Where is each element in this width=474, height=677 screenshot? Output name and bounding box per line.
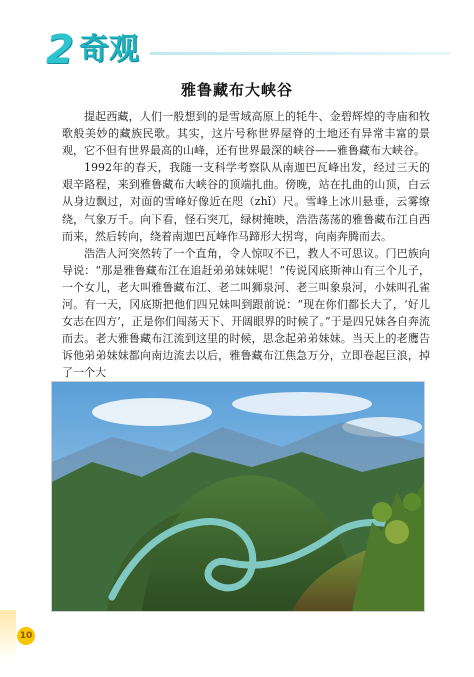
page-number-badge xyxy=(17,627,35,645)
unit-number: 2 xyxy=(46,27,73,73)
corner-decoration xyxy=(0,610,16,660)
header-rule xyxy=(150,52,450,55)
paragraph-2: 1992年的春天，我随一支科学考察队从南迦巴瓦峰出发，经过三天的艰辛路程，来到雅鲁藏布大峡谷的顶端扎曲。傍晚，站在扎曲的山顶，白云从身边飘过，对面的雪峰好像近在咫（zhǐ）尺。雪峰上冰川悬垂，云雾缭绕，气象万千。向下看，怪石突兀，绿树掩映，浩浩荡荡的雅鲁藏布江自西而来，然后转向，绕着南迦巴瓦峰作马蹄形大拐弯，向南奔腾而去。 xyxy=(62,161,430,243)
paragraph-3: 浩浩人河突然转了一个直角，令人惊叹不已，教人不可思议。门巴族向导说：“那是雅鲁藏布江在追赶弟弟妹妹呢！”传说冈底斯神山有三个儿子，一个女儿，老大叫雅鲁藏布江、老二叫狮泉河、老三叫象泉河，小妹叫孔雀河。有一天，冈底斯把他们四兄妹叫到跟前说：“现在你们都长大了，‘好儿女志在四方’，正是你们闯荡天下、开阔眼界的时候了。”于是四兄妹各自奔流而去。老大雅鲁藏布江流到这里的时候，思念起弟弟妹妹。当天上的老鹰告诉他弟弟妹妹都向南边流去以后，雅鲁藏布江焦急万分，立即卷起巨浪，掉了一个大 xyxy=(62,246,430,380)
paragraph-1: 提起西藏，人们一般想到的是雪域高原上的牦牛、金碧辉煌的寺庙和牧歌般美妙的藏族民歌。其实，这片号称世界屋脊的土地还有异常丰富的景观，它不但有世界最高的山峰，还有世界最深的峡谷——雅鲁藏布大峡谷。 xyxy=(62,110,430,158)
unit-header xyxy=(46,27,139,73)
canyon-river-bend-photo xyxy=(51,381,425,612)
article-body xyxy=(62,108,430,382)
article-title: 雅鲁藏布大峡谷 xyxy=(180,81,293,99)
page-number: 10 xyxy=(19,631,33,641)
photo-illustration xyxy=(52,382,424,611)
unit-title: 奇观 xyxy=(78,32,139,67)
